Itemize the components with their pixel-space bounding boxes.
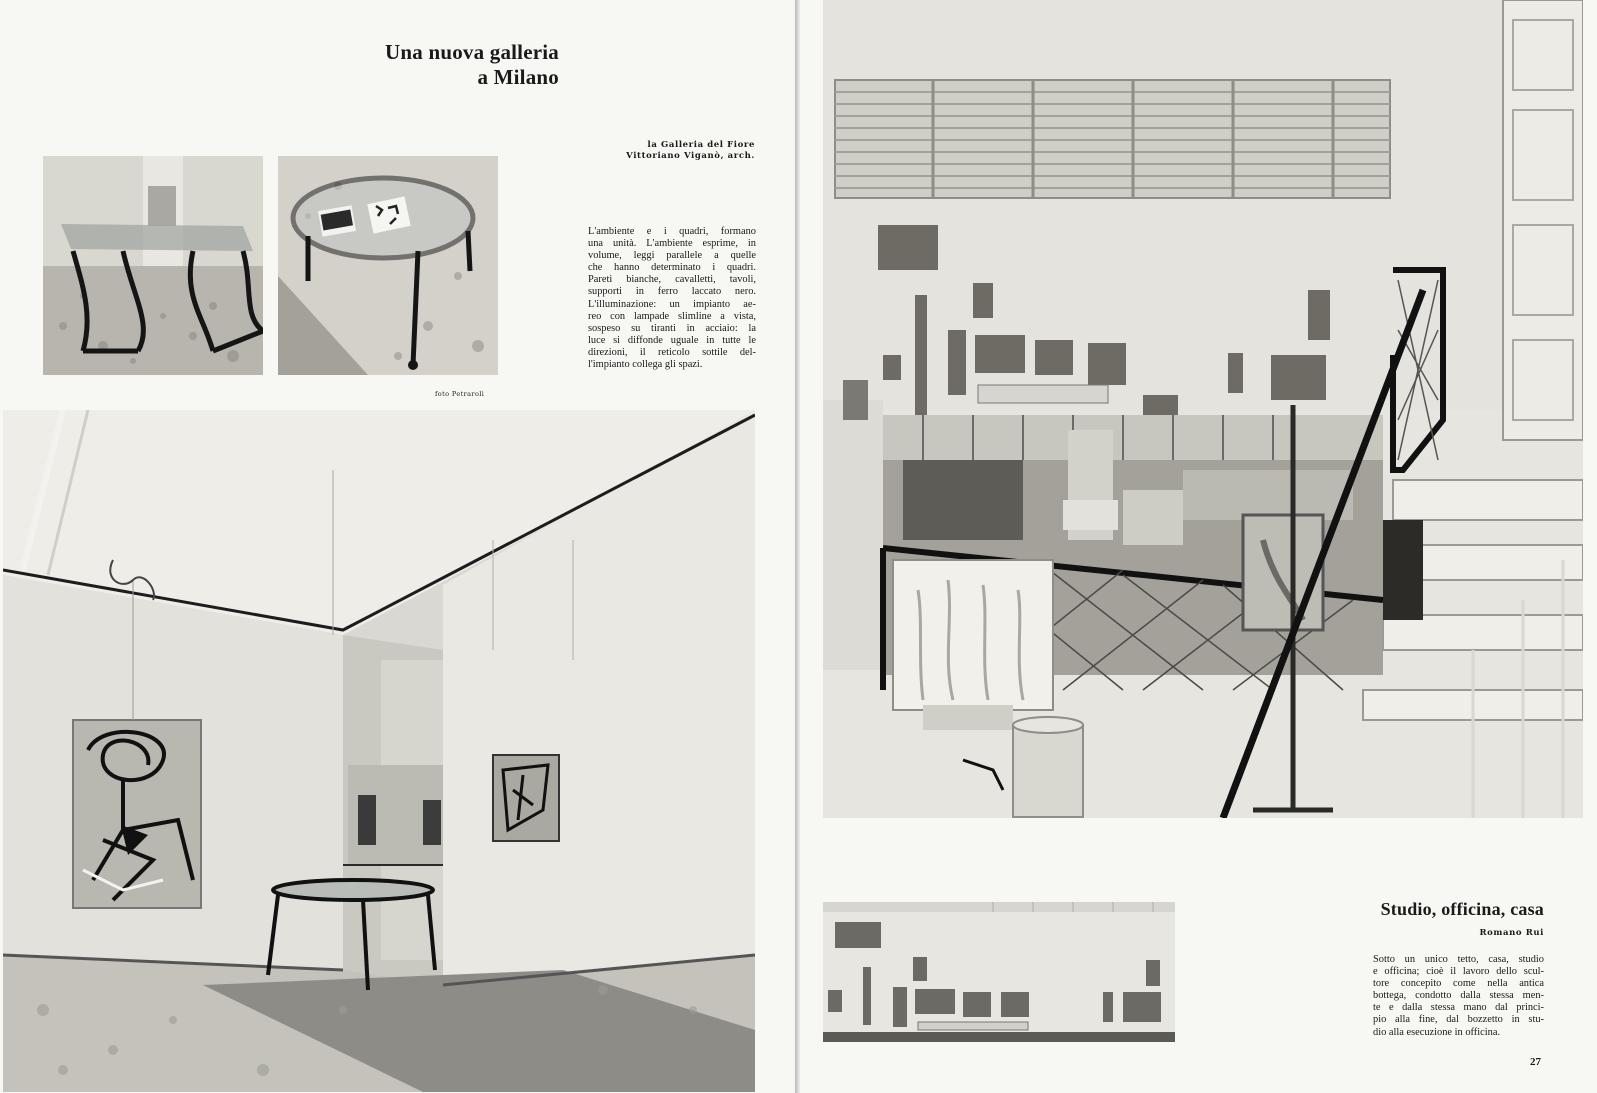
right-body-line: bottega, condotto dalla stessa men- <box>1373 990 1544 1002</box>
left-body-line: direzioni, il reticolo sottile del- <box>588 346 756 358</box>
left-body-line: volume, leggi parallele a quelle <box>588 250 756 262</box>
left-title-line-2: a Milano <box>477 65 559 89</box>
left-body-line: una unità. L'ambiente esprime, in <box>588 238 756 250</box>
credit-line-1: la Galleria del Fiore <box>647 140 755 150</box>
right-body-line: pio alla fine, dal bozzetto in stu- <box>1373 1014 1544 1026</box>
left-body-line: che hanno determinato i quadri. <box>588 262 756 274</box>
right-article-body <box>1373 954 1544 1039</box>
left-body-line: sospeso su tiranti in acciaio: la <box>588 322 756 334</box>
right-body-line: dio alla esecuzione in officina. <box>1373 1026 1501 1038</box>
left-body-line: l'impianto collega gli spazi. <box>588 359 703 371</box>
photo-credit: foto Petrarolì <box>435 390 485 398</box>
right-body-line: Sotto un unico tetto, casa, studio <box>1373 954 1544 965</box>
left-article-credit <box>555 140 755 162</box>
photo-round-table <box>278 156 498 375</box>
photo-desk <box>43 156 263 375</box>
credit-line-2: Vittoriano Viganò, arch. <box>626 151 755 161</box>
right-body-line: te e dalla stessa mano dal princi- <box>1373 1002 1544 1014</box>
right-body-line: e officina; cioè il lavoro dello scul- <box>1373 966 1544 978</box>
right-article-author: Romano Rui <box>1479 928 1544 938</box>
left-page <box>0 0 795 1093</box>
left-body-line: supporti in ferro laccato nero. <box>588 286 756 298</box>
right-page <box>800 0 1597 1093</box>
photo-sculpture-wall <box>823 902 1175 1042</box>
left-title-line-1: Una nuova galleria <box>385 40 559 64</box>
right-article-title: Studio, officina, casa <box>1380 899 1544 919</box>
photo-studio-interior <box>823 0 1583 818</box>
left-body-line: luce si diffonde uguale in tutte le <box>588 334 756 346</box>
left-body-line: L'illuminazione: un impianto ae- <box>588 298 756 310</box>
left-body-line: L'ambiente e i quadri, formano <box>588 226 756 237</box>
right-body-line: tore concepito come nella antica <box>1373 978 1544 990</box>
photo-gallery-room <box>3 410 755 1092</box>
page-number: 27 <box>1530 1056 1541 1068</box>
left-body-line: reo con lampade slimline a vista, <box>588 310 756 322</box>
left-article-title <box>259 40 559 90</box>
left-body-line: Pareti bianche, cavalletti, tavoli, <box>588 274 756 286</box>
left-article-body <box>588 226 756 371</box>
